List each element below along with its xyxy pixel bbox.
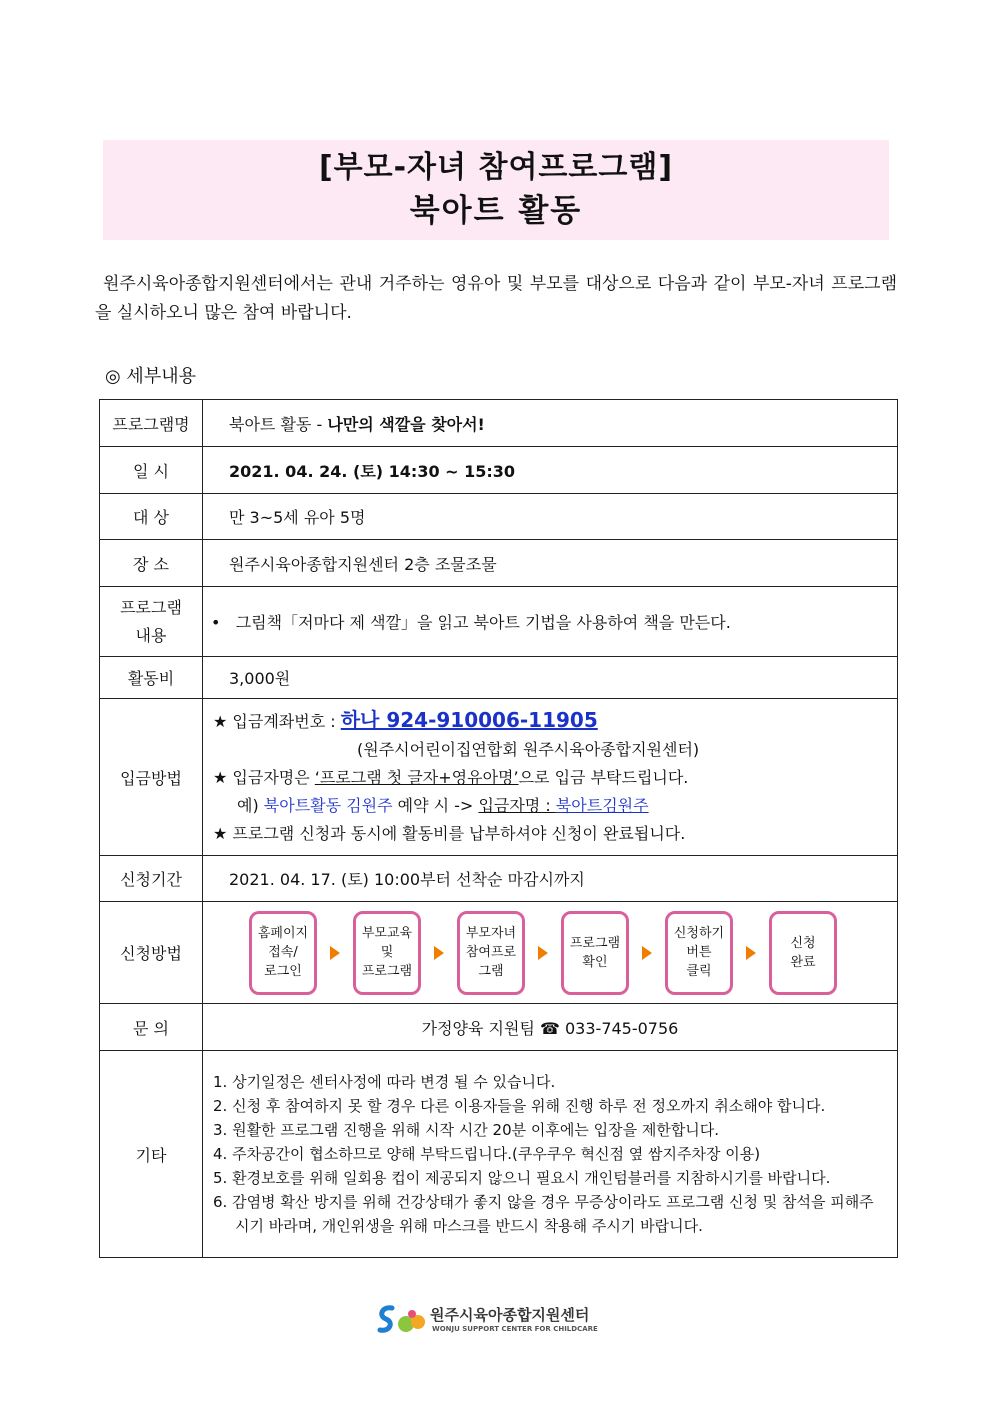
step-parent-child-program: 부모자녀 참여프로 그램 xyxy=(457,911,525,995)
footer-logo xyxy=(376,1300,616,1340)
account-line: ★ 입금계좌번호 : 하나 924-910006-11905 xyxy=(213,708,598,732)
row-label: 신청기간 xyxy=(100,856,203,902)
table-row xyxy=(100,902,898,1004)
list-item: 6. 감염병 확산 방지를 위해 건강상태가 좋지 않을 경우 무증상이라도 프로그램 신청 및 참석을 피해주시기 바라며, 개인위생을 위해 마스크를 반드시 착용해 주시기 바랍니다. xyxy=(213,1193,874,1235)
step-homepage-login: 홈페이지 접속/ 로그인 xyxy=(249,911,317,995)
table-row xyxy=(100,1051,898,1258)
application-method xyxy=(203,902,898,1004)
arrow-right-icon xyxy=(538,946,548,960)
table-row xyxy=(100,587,898,657)
table-row xyxy=(100,856,898,902)
title-line2: 북아트 활동 xyxy=(409,193,583,229)
step-program-check: 프로그램 확인 xyxy=(561,911,629,995)
table-row xyxy=(100,494,898,540)
list-item: 3. 원활한 프로그램 진행을 위해 시작 시간 20분 이후에는 입장을 제한합니다. xyxy=(213,1121,720,1139)
table-row xyxy=(100,400,898,447)
table-row xyxy=(100,540,898,587)
row-label: 프로그램명 xyxy=(100,400,203,447)
contact-info: 가정양육 지원팀 ☎ 033-745-0756 xyxy=(203,1004,898,1051)
row-label: 일 시 xyxy=(100,447,203,494)
section-title: ◎ 세부내용 xyxy=(105,366,196,387)
list-item: 4. 주차공간이 협소하므로 양해 부탁드립니다.(쿠우쿠우 혁신점 옆 쌈지주차장 이용) xyxy=(213,1145,761,1163)
org-name-en: WONJU SUPPORT CENTER FOR CHILDCARE xyxy=(432,1325,598,1333)
application-flow xyxy=(203,911,897,995)
program-place: 원주시육아종합지원센터 2층 조물조물 xyxy=(203,540,898,587)
row-label: 프로그램 내용 xyxy=(100,587,203,657)
org-name-kr: 원주시육아종합지원센터 xyxy=(430,1306,590,1324)
arrow-right-icon xyxy=(642,946,652,960)
table-row xyxy=(100,1004,898,1051)
row-label: 대 상 xyxy=(100,494,203,540)
row-label: 문 의 xyxy=(100,1004,203,1051)
program-date: 2021. 04. 24. (토) 14:30 ~ 15:30 xyxy=(203,447,898,494)
row-label: 신청방법 xyxy=(100,902,203,1004)
list-item: 1. 상기일정은 센터사정에 따라 변경 될 수 있습니다. xyxy=(213,1073,556,1091)
application-period: 2021. 04. 17. (토) 10:00부터 선착순 마감시까지 xyxy=(203,856,898,902)
depositor-rule: ★ 입금자명은 ‘프로그램 첫 글자+영유아명’으로 입금 부탁드립니다. xyxy=(213,768,689,787)
arrow-right-icon xyxy=(434,946,444,960)
program-target: 만 3~5세 유아 5명 xyxy=(203,494,898,540)
account-holder: (원주시어린이집연합회 원주시육아종합지원센터) xyxy=(357,740,700,759)
table-row xyxy=(100,699,898,856)
row-label: 입금방법 xyxy=(100,699,203,856)
step-parent-education: 부모교육 및 프로그램 xyxy=(353,911,421,995)
program-name: 북아트 활동 - 나만의 색깔을 찾아서! xyxy=(203,400,898,447)
payment-info xyxy=(203,699,898,856)
list-item: 2. 신청 후 참여하지 못 할 경우 다른 이용자들을 위해 진행 하루 전 정오까지 취소해야 합니다. xyxy=(213,1097,826,1115)
step-apply-button: 신청하기 버튼 클릭 xyxy=(665,911,733,995)
etc-notes xyxy=(203,1051,898,1258)
account-number: 하나 924-910006-11905 xyxy=(340,708,598,732)
depositor-example: 예) 북아트활동 김원주 예약 시 -> 입금자명 : 북아트김원주 xyxy=(237,796,649,815)
program-fee: 3,000원 xyxy=(203,657,898,699)
title-banner xyxy=(103,140,889,240)
row-label: 활동비 xyxy=(100,657,203,699)
title-line1: [부모-자녀 참여프로그램] xyxy=(318,150,674,185)
details-table xyxy=(99,399,898,1258)
list-item: 5. 환경보호를 위해 일회용 컵이 제공되지 않으니 필요시 개인텀블러를 지참하시기를 바랍니다. xyxy=(213,1169,831,1187)
table-row xyxy=(100,657,898,699)
row-label: 장 소 xyxy=(100,540,203,587)
row-label: 기타 xyxy=(100,1051,203,1258)
intro-paragraph: 원주시육아종합지원센터에서는 관내 거주하는 영유아 및 부모를 대상으로 다음과 같이 부모-자녀 프로그램을 실시하오니 많은 참여 바랍니다. xyxy=(95,274,897,323)
payment-notice: ★ 프로그램 신청과 동시에 활동비를 납부하셔야 신청이 완료됩니다. xyxy=(213,824,686,843)
arrow-right-icon xyxy=(746,946,756,960)
arrow-right-icon xyxy=(330,946,340,960)
table-row xyxy=(100,447,898,494)
step-complete: 신청 완료 xyxy=(769,911,837,995)
program-content: • 그림책「저마다 제 색깔」을 읽고 북아트 기법을 사용하여 책을 만든다. xyxy=(203,587,898,657)
center-logo-icon xyxy=(376,1302,428,1338)
